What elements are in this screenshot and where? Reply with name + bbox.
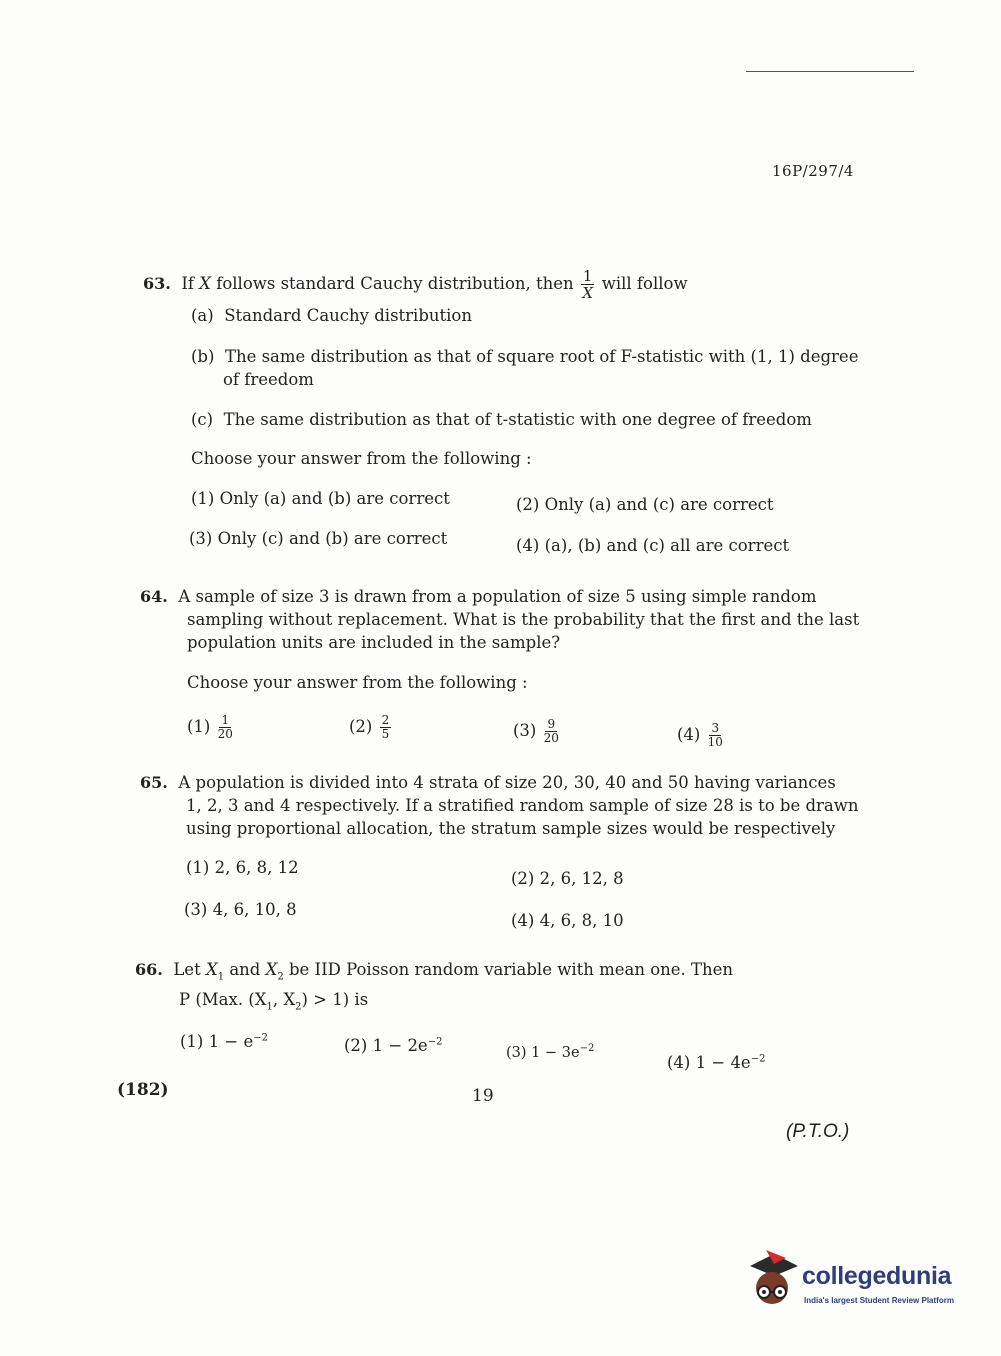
fraction: $\frac{1}{X}$ — [582, 267, 594, 302]
statement-b: (b) The same distribution as that of square root of F-statistic with (1, 1) degree of freedom — [191, 347, 859, 389]
option-2: (2) Only (a) and (c) are correct — [516, 495, 774, 514]
option-3: (3) $1 - 3e^{-2}$ — [506, 1043, 595, 1061]
answer-prompt: Choose your answer from the following : — [187, 673, 528, 692]
question-66: 66. Let $X_1$ and $X_2$ be IID Poisson random variable with mean one. Then P (Max. ($X_1$, $X_2) > 1$) is — [135, 960, 734, 1013]
question-number: 63. — [143, 274, 171, 293]
option-4: (4) 4, 6, 8, 10 — [511, 911, 624, 930]
option-2: (2) $1 - 2e^{-2}$ — [344, 1036, 443, 1055]
answer-prompt: Choose your answer from the following : — [191, 449, 532, 468]
mascot-icon — [744, 1250, 802, 1312]
brand-tagline: India's largest Student Review Platform — [804, 1296, 954, 1305]
question-number: 65. — [140, 773, 168, 792]
option-1: (1) 2, 6, 8, 12 — [186, 858, 299, 877]
option-2: (2) $\frac{2}{5}$ — [349, 713, 390, 741]
question-63: 63. If X follows standard Cauchy distribution, then $\frac{1}{X}$ will follow — [143, 267, 688, 302]
question-number: 66. — [135, 960, 163, 979]
question-number: 64. — [140, 587, 168, 606]
brand-logo — [744, 1250, 974, 1312]
header-rule — [746, 71, 914, 72]
paper-code: 16P/297/4 — [772, 162, 854, 180]
question-65: 65. A population is divided into 4 strata of size 20, 30, 40 and 50 having variances 1, 2, 3 and 4 respectively. If a stratified random sample of size 28 is to be drawn using proportional allocation, the stratum sample sizes would be respectively — [140, 773, 859, 838]
option-4: (4) $1 - 4e^{-2}$ — [667, 1053, 766, 1072]
statement-c: (c) The same distribution as that of t-statistic with one degree of freedom — [191, 410, 812, 429]
question-64: 64. A sample of size 3 is drawn from a population of size 5 using simple random sampling without replacement. What is the probability that the first and the last population units are included in the sample? — [140, 587, 860, 652]
option-3: (3) Only (c) and (b) are correct — [189, 529, 448, 548]
option-4: (4) $\frac{3}{10}$ — [677, 721, 723, 749]
option-1: (1) Only (a) and (b) are correct — [191, 489, 450, 508]
statement-a: (a) Standard Cauchy distribution — [191, 306, 472, 325]
brand-name: collegedunia — [802, 1262, 952, 1290]
option-4: (4) (a), (b) and (c) all are correct — [516, 536, 790, 555]
option-1: (1) $\frac{1}{20}$ — [187, 713, 233, 741]
option-1: (1) $1 - e^{-2}$ — [180, 1032, 268, 1051]
please-turn-over: (P.T.O.) — [786, 1121, 850, 1142]
option-3: (3) 4, 6, 10, 8 — [184, 900, 297, 919]
booklet-code: (182) — [117, 1080, 169, 1100]
page-number: 19 — [472, 1086, 494, 1106]
option-3: (3) $\frac{9}{20}$ — [513, 717, 559, 745]
option-2: (2) 2, 6, 12, 8 — [511, 869, 624, 888]
